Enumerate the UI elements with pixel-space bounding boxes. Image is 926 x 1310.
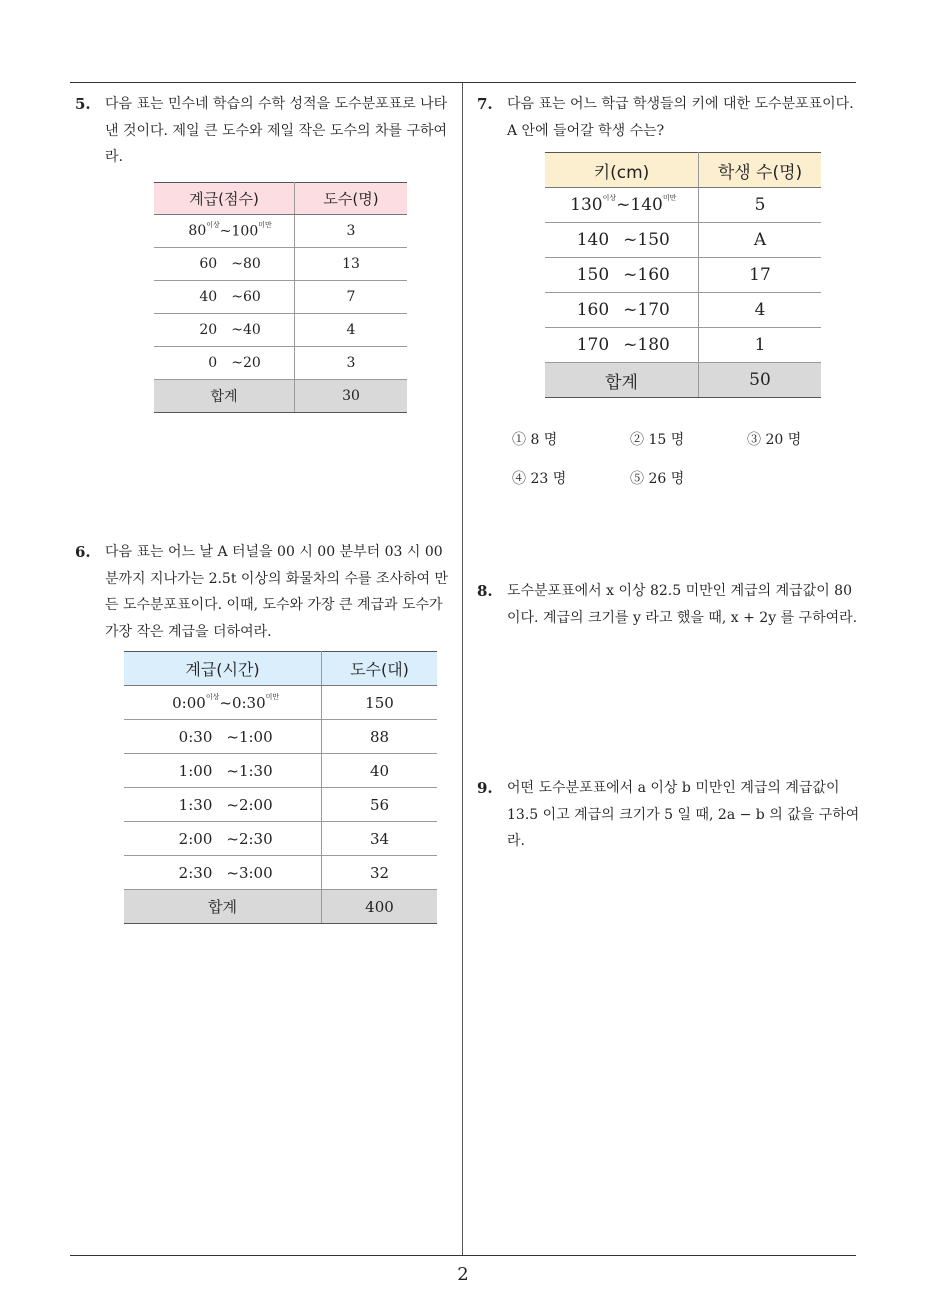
problem-6-number: 6.	[75, 543, 91, 561]
upper-bound-note: 미만	[662, 194, 677, 203]
class-lower-bound: 140	[576, 230, 610, 250]
lower-bound-note: 이상	[205, 692, 220, 701]
class-cell	[154, 215, 295, 248]
range-tilde: ~	[226, 761, 239, 780]
class-lower-bound: 170	[576, 335, 610, 355]
class-upper-bound: 180	[637, 335, 670, 355]
bottom-rule	[70, 1255, 856, 1256]
class-cell	[124, 720, 322, 754]
upper-bound-note: 미만	[265, 692, 280, 701]
range-tilde: ~	[623, 335, 638, 355]
class-cell	[124, 822, 322, 856]
total-label: 합계	[545, 363, 699, 398]
table-row	[124, 856, 437, 890]
class-cell	[124, 856, 322, 890]
frequency-cell: 56	[322, 788, 438, 822]
range-tilde: ~	[623, 300, 638, 320]
problem-5-text: 다음 표는 민수네 학습의 수학 성적을 도수분포표로 나타낸 것이다. 제일 큰 도수와 제일 작은 도수의 차를 구하여라.	[105, 96, 448, 165]
class-upper-bound: 60	[242, 289, 261, 305]
class-lower-bound: 0:30	[178, 727, 213, 746]
frequency-cell: 88	[322, 720, 438, 754]
choice-3[interactable]: ③ 20 명	[747, 432, 802, 448]
class-upper-bound: 2:00	[238, 795, 273, 814]
frequency-cell: 17	[699, 258, 822, 293]
class-cell	[154, 248, 295, 281]
frequency-header: 도수(대)	[322, 652, 438, 686]
top-rule	[70, 82, 856, 83]
class-upper-bound: 140	[630, 195, 663, 215]
range-tilde: ~	[226, 863, 239, 882]
range-tilde: ~	[219, 223, 232, 240]
class-lower-bound: 0	[208, 355, 218, 371]
problem-6-table	[124, 651, 437, 924]
class-upper-bound: 150	[637, 230, 670, 250]
range-tilde: ~	[231, 256, 243, 272]
range-tilde: ~	[231, 289, 243, 305]
class-lower-bound: 1:30	[178, 795, 213, 814]
class-upper-bound: 20	[242, 355, 261, 371]
frequency-cell: 3	[295, 347, 408, 380]
table-header-row	[154, 183, 407, 215]
class-lower-bound: 2:00	[178, 829, 213, 848]
class-lower-bound: 60	[199, 256, 218, 272]
table-row	[124, 822, 437, 856]
table-row	[545, 188, 821, 223]
problem-7-text: 다음 표는 어느 학급 학생들의 키에 대한 도수분포표이다. A 안에 들어갈 학생 수는?	[507, 96, 854, 139]
class-cell	[154, 314, 295, 347]
total-value: 50	[699, 363, 822, 398]
class-cell	[154, 281, 295, 314]
table-row	[154, 314, 407, 347]
frequency-cell: A	[699, 223, 822, 258]
frequency-cell: 1	[699, 328, 822, 363]
frequency-cell: 3	[295, 215, 408, 248]
table-row	[154, 281, 407, 314]
table-row	[154, 215, 407, 248]
table-header-row	[545, 153, 821, 188]
frequency-cell: 150	[322, 686, 438, 720]
range-tilde: ~	[616, 195, 631, 215]
table-row	[124, 686, 437, 720]
class-upper-bound: 170	[637, 300, 670, 320]
class-cell	[545, 258, 699, 293]
class-lower-bound: 160	[576, 300, 610, 320]
table-row	[545, 293, 821, 328]
table-total-row	[124, 890, 437, 924]
range-tilde: ~	[226, 795, 239, 814]
class-lower-bound: 0:00	[172, 693, 206, 712]
problem-5-table	[154, 182, 407, 413]
lower-bound-note: 이상	[206, 220, 220, 229]
class-upper-bound: 1:30	[238, 761, 273, 780]
class-cell	[124, 686, 322, 720]
total-label: 합계	[154, 380, 295, 413]
frequency-cell: 40	[322, 754, 438, 788]
frequency-header: 도수(명)	[295, 183, 408, 215]
class-upper-bound: 1:00	[238, 727, 273, 746]
class-upper-bound: 100	[231, 223, 259, 240]
problem-7-number: 7.	[477, 95, 493, 113]
column-divider	[462, 83, 463, 1255]
problem-5-number: 5.	[75, 95, 91, 113]
class-cell	[545, 188, 699, 223]
page-number: 2	[457, 1264, 469, 1285]
class-upper-bound: 3:00	[238, 863, 273, 882]
choice-4[interactable]: ④ 23 명	[512, 471, 567, 487]
total-value: 30	[295, 380, 408, 413]
table-total-row	[154, 380, 407, 413]
table-row	[124, 788, 437, 822]
total-value: 400	[322, 890, 438, 924]
class-upper-bound: 160	[637, 265, 670, 285]
range-tilde: ~	[623, 230, 638, 250]
class-cell	[545, 223, 699, 258]
frequency-cell: 7	[295, 281, 408, 314]
frequency-cell: 34	[322, 822, 438, 856]
class-header: 계급(점수)	[154, 183, 295, 215]
table-row	[545, 328, 821, 363]
range-tilde: ~	[226, 829, 239, 848]
range-tilde: ~	[219, 693, 232, 712]
class-cell	[124, 754, 322, 788]
problem-7-table	[545, 152, 821, 398]
frequency-cell: 32	[322, 856, 438, 890]
class-upper-bound: 0:30	[231, 693, 266, 712]
class-upper-bound: 40	[242, 322, 261, 338]
table-row	[154, 248, 407, 281]
range-tilde: ~	[226, 727, 239, 746]
problem-8-number: 8.	[477, 582, 493, 600]
class-lower-bound: 150	[576, 265, 610, 285]
range-tilde: ~	[231, 322, 243, 338]
frequency-cell: 13	[295, 248, 408, 281]
class-lower-bound: 20	[199, 322, 218, 338]
problem-9-text: 어떤 도수분포표에서 a 이상 b 미만인 계급의 계급값이 13.5 이고 계급의 크기가 5 일 때, 2a − b 의 값을 구하여라.	[507, 780, 860, 849]
class-lower-bound: 2:30	[178, 863, 213, 882]
choice-1[interactable]: ① 8 명	[512, 432, 558, 448]
class-header: 키(cm)	[545, 153, 699, 188]
frequency-header: 학생 수(명)	[699, 153, 822, 188]
class-cell	[545, 293, 699, 328]
class-cell	[545, 328, 699, 363]
choice-5[interactable]: ⑤ 26 명	[630, 471, 685, 487]
class-upper-bound: 80	[242, 256, 261, 272]
table-header-row	[124, 652, 437, 686]
frequency-cell: 4	[699, 293, 822, 328]
table-row	[154, 347, 407, 380]
problem-9-number: 9.	[477, 779, 493, 797]
table-row	[545, 258, 821, 293]
class-cell	[154, 347, 295, 380]
range-tilde: ~	[231, 355, 243, 371]
range-tilde: ~	[623, 265, 638, 285]
total-label: 합계	[124, 890, 322, 924]
class-lower-bound: 1:00	[178, 761, 213, 780]
problem-6-text: 다음 표는 어느 날 A 터널을 00 시 00 분부터 03 시 00 분까지 지나가는 2.5t 이상의 화물차의 수를 조사하여 만든 도수분포표이다. 이때, 도수와 가장 큰 계급과 도수가 가장 작은 계급을 더하여라.	[105, 544, 449, 640]
frequency-cell: 5	[699, 188, 822, 223]
lower-bound-note: 이상	[602, 194, 617, 203]
frequency-cell: 4	[295, 314, 408, 347]
class-cell	[124, 788, 322, 822]
class-upper-bound: 2:30	[238, 829, 273, 848]
table-row	[124, 754, 437, 788]
class-lower-bound: 40	[199, 289, 218, 305]
class-lower-bound: 130	[570, 195, 603, 215]
class-lower-bound: 80	[188, 223, 207, 240]
class-header: 계급(시간)	[124, 652, 322, 686]
table-row	[545, 223, 821, 258]
choice-2[interactable]: ② 15 명	[630, 432, 685, 448]
problem-8-text: 도수분포표에서 x 이상 82.5 미만인 계급의 계급값이 80 이다. 계급의 크기를 y 라고 했을 때, x + 2y 를 구하여라.	[507, 583, 858, 626]
table-row	[124, 720, 437, 754]
upper-bound-note: 미만	[258, 220, 272, 229]
table-total-row	[545, 363, 821, 398]
